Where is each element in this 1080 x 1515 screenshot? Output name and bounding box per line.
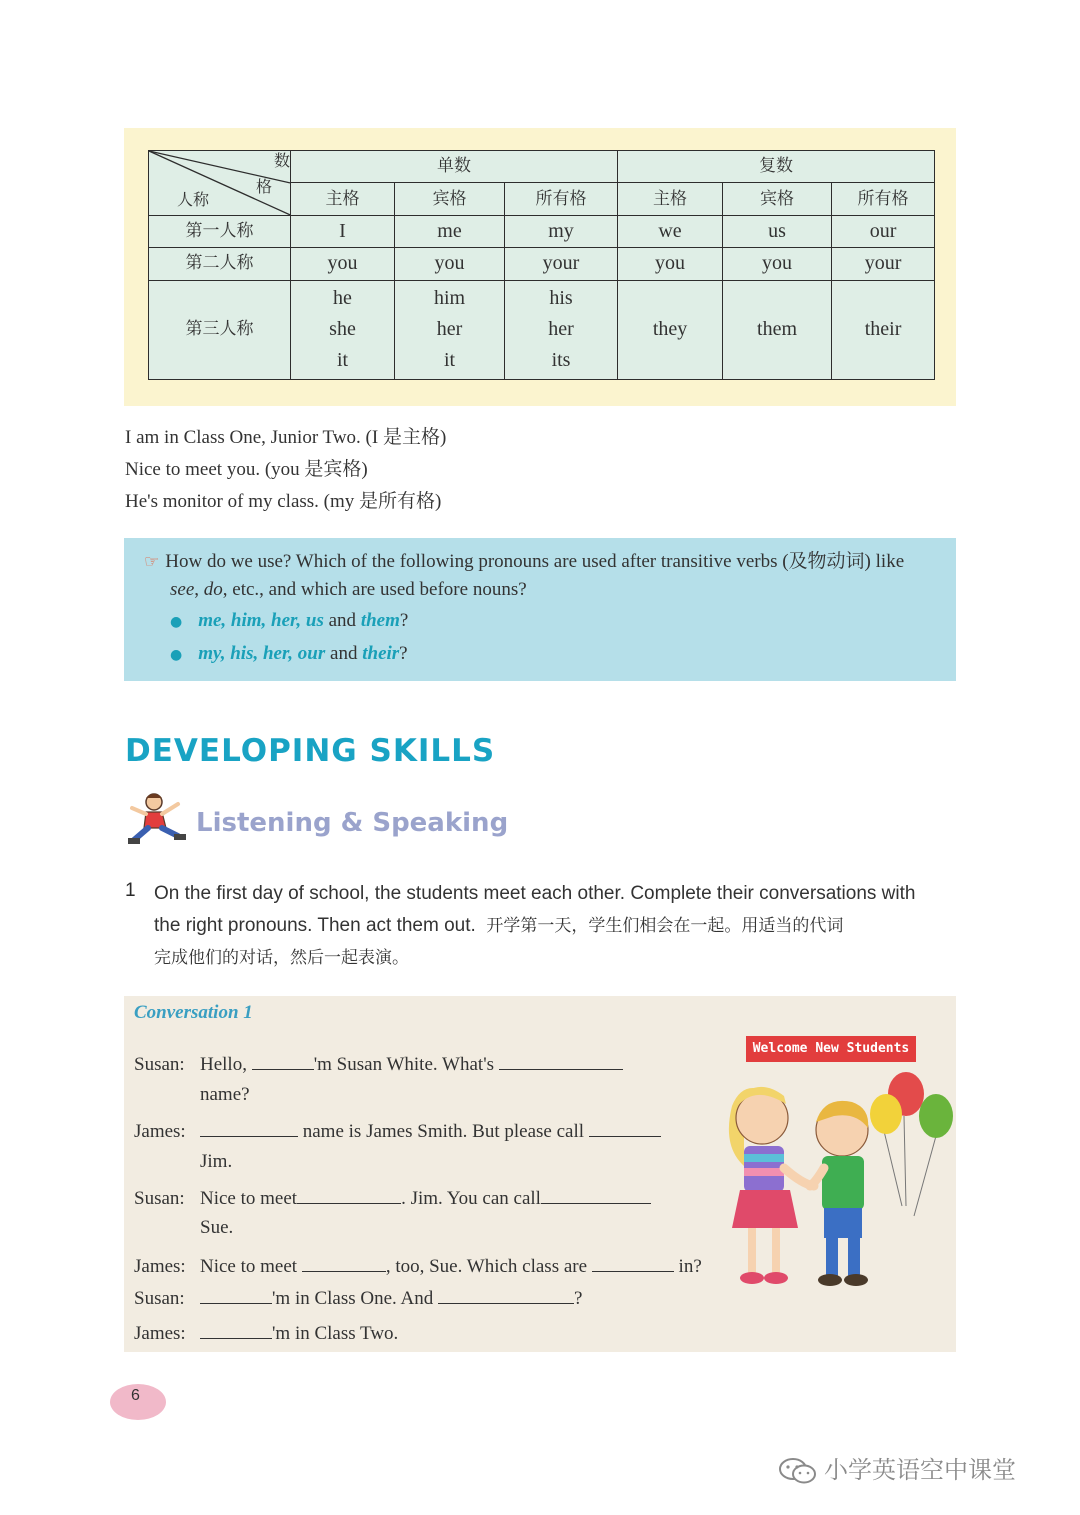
table-cell: you <box>395 248 505 280</box>
hint-keyword-last: their <box>362 643 400 664</box>
pronoun-table-panel <box>124 128 956 406</box>
table-cell: we <box>618 215 723 247</box>
answer-blank[interactable] <box>438 1284 574 1304</box>
answer-blank[interactable] <box>200 1319 272 1339</box>
diag-label-person: 人称 <box>177 189 210 209</box>
hint-question-rest: etc., and which are used before nouns? <box>232 579 527 600</box>
cell-line: her <box>436 318 463 341</box>
section-heading: DEVELOPING SKILLS <box>125 733 496 769</box>
speaker-name: James: <box>134 1121 186 1142</box>
person-label: 第三人称 <box>149 280 291 379</box>
table-row <box>149 248 935 280</box>
table-cell: their <box>832 280 935 379</box>
answer-blank[interactable] <box>200 1284 272 1304</box>
watermark <box>778 1450 1016 1486</box>
header-case: 宾格 <box>723 183 832 215</box>
table-row <box>149 280 935 379</box>
header-case: 主格 <box>291 183 395 215</box>
header-case: 所有格 <box>832 183 935 215</box>
cell-line: it <box>336 349 349 372</box>
cell-line: its <box>551 349 571 372</box>
table-cell: them <box>723 280 832 379</box>
table-cell: they <box>618 280 723 379</box>
header-singular: 单数 <box>291 151 618 183</box>
dialog-text: Hello, <box>200 1054 247 1075</box>
watermark-text: 小学英语空中课堂 <box>824 1456 1016 1484</box>
hint-line <box>144 546 904 573</box>
instruction-text-cn: 开学第一天，学生们相会在一起。用适当的代词 <box>486 916 844 936</box>
person-label: 第二人称 <box>149 248 291 280</box>
answer-blank[interactable] <box>297 1184 401 1204</box>
header-case: 宾格 <box>395 183 505 215</box>
conversation-box <box>124 996 956 1352</box>
table-diagonal-header <box>149 151 291 216</box>
diag-label-case: 格 <box>255 177 272 196</box>
hint-qmark: ? <box>399 643 408 664</box>
speaker-name: James: <box>134 1323 186 1344</box>
cell-line: her <box>548 318 574 341</box>
dialog-line <box>134 1319 398 1345</box>
example-sentence: Nice to meet you. (you 是宾格) <box>125 459 368 480</box>
hint-qmark: ? <box>399 610 409 631</box>
answer-blank[interactable] <box>592 1252 674 1272</box>
instruction-text: the right pronouns. Then act them out. <box>154 915 476 936</box>
diag-label-number: 数 <box>273 151 290 170</box>
speaker-name: James: <box>134 1256 186 1277</box>
cell-line: it <box>443 349 456 372</box>
table-cell: you <box>618 248 723 280</box>
sub-heading: Listening & Speaking <box>196 808 509 838</box>
cell-line: him <box>433 287 466 310</box>
header-plural: 复数 <box>618 151 935 183</box>
hint-keywords: me, him, her, us <box>198 610 324 631</box>
dialog-text: , too, Sue. Which class are <box>385 1256 588 1277</box>
speaker-name: Susan: <box>134 1288 185 1309</box>
exercise-number: 1 <box>125 880 136 901</box>
table-cell: me <box>395 215 505 247</box>
cell-line: he <box>333 287 352 310</box>
dialog-line <box>134 1284 582 1310</box>
wechat-icon <box>778 1456 818 1486</box>
hint-keywords: my, his, her, our <box>198 643 326 664</box>
table-row <box>149 215 935 247</box>
hint-word-see: see <box>170 579 195 600</box>
pronoun-table <box>148 150 935 380</box>
cell-line: she <box>329 318 356 341</box>
hint-bullet <box>170 610 408 632</box>
example-sentence: I am in Class One, Junior Two. (I 是主格) <box>125 427 447 448</box>
hint-word-do: do <box>203 579 223 600</box>
dialog-text: Nice to meet <box>200 1188 298 1209</box>
bullet-dot-icon: ● <box>170 647 183 663</box>
dialog-continuation: name? <box>200 1084 250 1105</box>
dialog-text: . Jim. You can call <box>401 1188 541 1209</box>
pointing-hand-icon: ☞ <box>144 552 160 572</box>
dialog-text: 'm in Class One. And <box>272 1288 434 1309</box>
dialog-line <box>134 1184 651 1210</box>
answer-blank[interactable] <box>200 1117 298 1137</box>
answer-blank[interactable] <box>541 1184 651 1204</box>
dialog-continuation: Jim. <box>200 1151 233 1172</box>
example-sentences <box>125 422 446 518</box>
dialog-text: 'm in Class Two. <box>272 1323 399 1344</box>
children-shaking-hands-illustration <box>674 1056 954 1306</box>
header-case: 所有格 <box>505 183 618 215</box>
dialog-text: Nice to meet <box>200 1256 298 1277</box>
hint-box <box>124 538 956 681</box>
hint-and: and <box>330 643 358 664</box>
table-cell: my <box>505 215 618 247</box>
running-boy-icon <box>124 790 188 846</box>
table-cell <box>291 280 395 379</box>
dialog-continuation: Sue. <box>200 1217 234 1238</box>
header-case: 主格 <box>618 183 723 215</box>
dialog-line <box>134 1252 702 1278</box>
exercise-instruction <box>154 878 959 974</box>
dialog-text: ? <box>573 1288 583 1309</box>
instruction-line <box>154 910 959 942</box>
speaker-name: Susan: <box>134 1188 185 1209</box>
dialog-text: name is James Smith. But please call <box>302 1121 585 1142</box>
answer-blank[interactable] <box>589 1117 661 1137</box>
table-cell <box>395 280 505 379</box>
hint-question: How do we use? Which of the following pronouns are used after transitive verbs (及物动词) like <box>165 551 905 572</box>
dialog-line <box>134 1050 623 1076</box>
example-sentence: He's monitor of my class. (my 是所有格) <box>125 491 442 512</box>
dialog-text: in? <box>678 1256 702 1277</box>
hint-and: and <box>328 610 357 631</box>
table-cell: your <box>505 248 618 280</box>
hint-keyword-last: them <box>360 610 400 631</box>
table-cell: you <box>723 248 832 280</box>
table-cell: our <box>832 215 935 247</box>
dialog-text: 'm Susan White. What's <box>313 1054 495 1075</box>
instruction-line: On the first day of school, the students meet each other. Complete their conversations with <box>154 883 916 904</box>
page-number: 6 <box>110 1384 166 1420</box>
table-cell: you <box>291 248 395 280</box>
answer-blank[interactable] <box>252 1050 314 1070</box>
speaker-name: Susan: <box>134 1054 185 1075</box>
welcome-sign: Welcome New Students <box>746 1036 916 1062</box>
table-cell: I <box>291 215 395 247</box>
person-label: 第一人称 <box>149 215 291 247</box>
table-cell: your <box>832 248 935 280</box>
table-cell <box>505 280 618 379</box>
answer-blank[interactable] <box>499 1050 623 1070</box>
dialog-line <box>134 1117 661 1143</box>
table-cell: us <box>723 215 832 247</box>
hint-line: see, do, etc., and which are used before nouns? <box>170 579 527 600</box>
bullet-dot-icon: ● <box>170 614 183 630</box>
cell-line: his <box>549 287 573 310</box>
hint-bullet <box>170 643 408 665</box>
instruction-line: 完成他们的对话，然后一起表演。 <box>154 948 409 968</box>
answer-blank[interactable] <box>302 1252 386 1272</box>
conversation-title: Conversation 1 <box>134 1002 253 1023</box>
